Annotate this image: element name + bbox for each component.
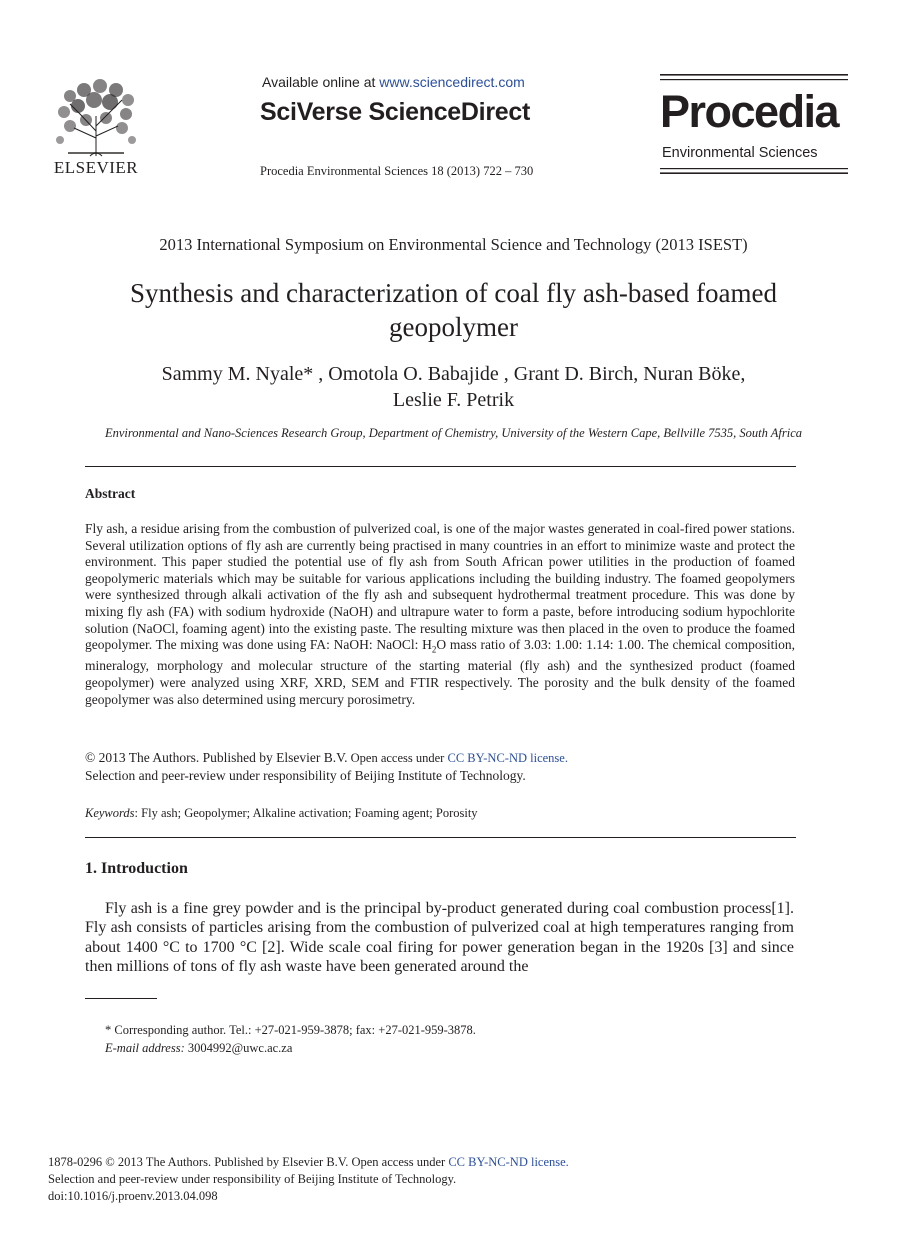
corresponding-author-note: * Corresponding author. Tel.: +27-021-959-3878; fax: +27-021-959-3878. (105, 1023, 476, 1037)
platform-wordmark: SciVerse ScienceDirect (260, 98, 530, 126)
bottom-peer-review-line: Selection and peer-review under responsibility of Beijing Institute of Technology. (48, 1172, 457, 1186)
abstract-body (85, 521, 795, 708)
copyright-block (85, 749, 795, 784)
abstract-heading: Abstract (85, 486, 136, 501)
bottom-license-link[interactable]: CC BY-NC-ND license. (448, 1155, 569, 1169)
authors-line-2: Leslie F. Petrik (392, 389, 515, 411)
copyright-line (85, 749, 795, 767)
abstract-text-part-1: Fly ash, a residue arising from the combustion of pulverized coal, is one of the major wastes generated in coal-fired power stations. Several utilization options of fly ash are currently being practised in many countries in an effort to minimize waste and protect the environment. This paper studied the potential use of fly ash from South African power utilities in the production of foamed geopolymeric materials which may be suitable for various applications including the building industry. The foamed geopolymers were synthesized through alkali activation of the fly ash and subsequent hydrothermal treatment procedure. This was done by mixing fly ash (FA) with sodium hydroxide (NaOH) and ultrapure water to form a paste, before introducing sodium hypochlorite solution (NaOCl, foaming agent) into the existing paste. The resulting mixture was then placed in the oven to produce the foamed geopolymer. The mixing was done using FA: NaOH: NaOCl: H (85, 521, 795, 653)
publication-notes (48, 1154, 569, 1205)
conference-line: 2013 International Symposium on Environmental Science and Technology (2013 ISEST) (159, 235, 748, 254)
issn-line (48, 1154, 569, 1171)
abstract-divider (85, 837, 796, 838)
bottom-open-access-text: Open access under (348, 1155, 449, 1169)
keywords-label: Keywords (85, 806, 135, 820)
footnotes (105, 1021, 476, 1057)
email-address: 3004992@uwc.ac.za (184, 1041, 293, 1055)
email-note (105, 1039, 476, 1057)
open-access-text: Open access under (347, 751, 448, 765)
header-divider (85, 466, 796, 467)
issn-text: 1878-0296 © 2013 The Authors. Published by Elsevier B.V. (48, 1155, 349, 1169)
journal-reference: Procedia Environmental Sciences 18 (2013) 722 – 730 (260, 164, 534, 178)
affiliation: Environmental and Nano-Sciences Research Group, Department of Chemistry, University of the Western Cape, Bellville 7535, South Africa (104, 426, 803, 440)
keywords-line (85, 806, 795, 821)
license-link[interactable]: CC BY-NC-ND license. (447, 751, 568, 765)
journal-subtitle: Environmental Sciences (662, 145, 818, 161)
section-heading-introduction: 1. Introduction (85, 860, 188, 877)
abstract-subscript: 2 (431, 644, 437, 655)
authors-line-1: Sammy M. Nyale* , Omotola O. Babajide , Grant D. Birch, Nuran Böke, (161, 363, 746, 385)
paper-title: Synthesis and characterization of coal fly ash-based foamed geopolymer (130, 278, 777, 342)
journal-brand: Procedia (660, 86, 839, 137)
available-prefix: Available online at (262, 74, 380, 90)
peer-review-line: Selection and peer-review under responsibility of Beijing Institute of Technology. (85, 768, 526, 783)
author-list (90, 361, 817, 413)
footnote-divider (85, 998, 157, 999)
introduction-paragraph: Fly ash is a fine grey powder and is the principal by-product generated during coal combustion process[1]. Fly ash consists of particles arising from the combustion of pulverized coal at high temperatures ranging from about 1400 °C to 1700 °C [2]. Wide scale coal firing for power generation began in the 1920s [3] and since then millions of tons of fly ash waste have been generated around the (85, 900, 794, 976)
email-label: E-mail address: (105, 1041, 185, 1055)
keywords-list: : Fly ash; Geopolymer; Alkaline activation; Foaming agent; Porosity (134, 806, 478, 820)
available-online-line (262, 74, 525, 90)
copyright-text: © 2013 The Authors. Published by Elsevier B.V. (85, 750, 348, 765)
abstract-text-part-2: O mass ratio of 3.03: 1.00: 1.14: 1.00. The chemical composition, mineralogy, morphology and molecular structure of the starting material (fly ash) and the synthesized product (foamed geopolymer) were analyzed using XRF, XRD, SEM and FTIR respectively. The porosity and the bulk density of the foamed geopolymer was also determined using mercury porosimetry. (85, 637, 796, 707)
sciencedirect-link[interactable]: www.sciencedirect.com (379, 74, 525, 90)
publisher-wordmark: ELSEVIER (53, 158, 139, 177)
doi-line: doi:10.1016/j.proenv.2013.04.098 (48, 1189, 218, 1203)
